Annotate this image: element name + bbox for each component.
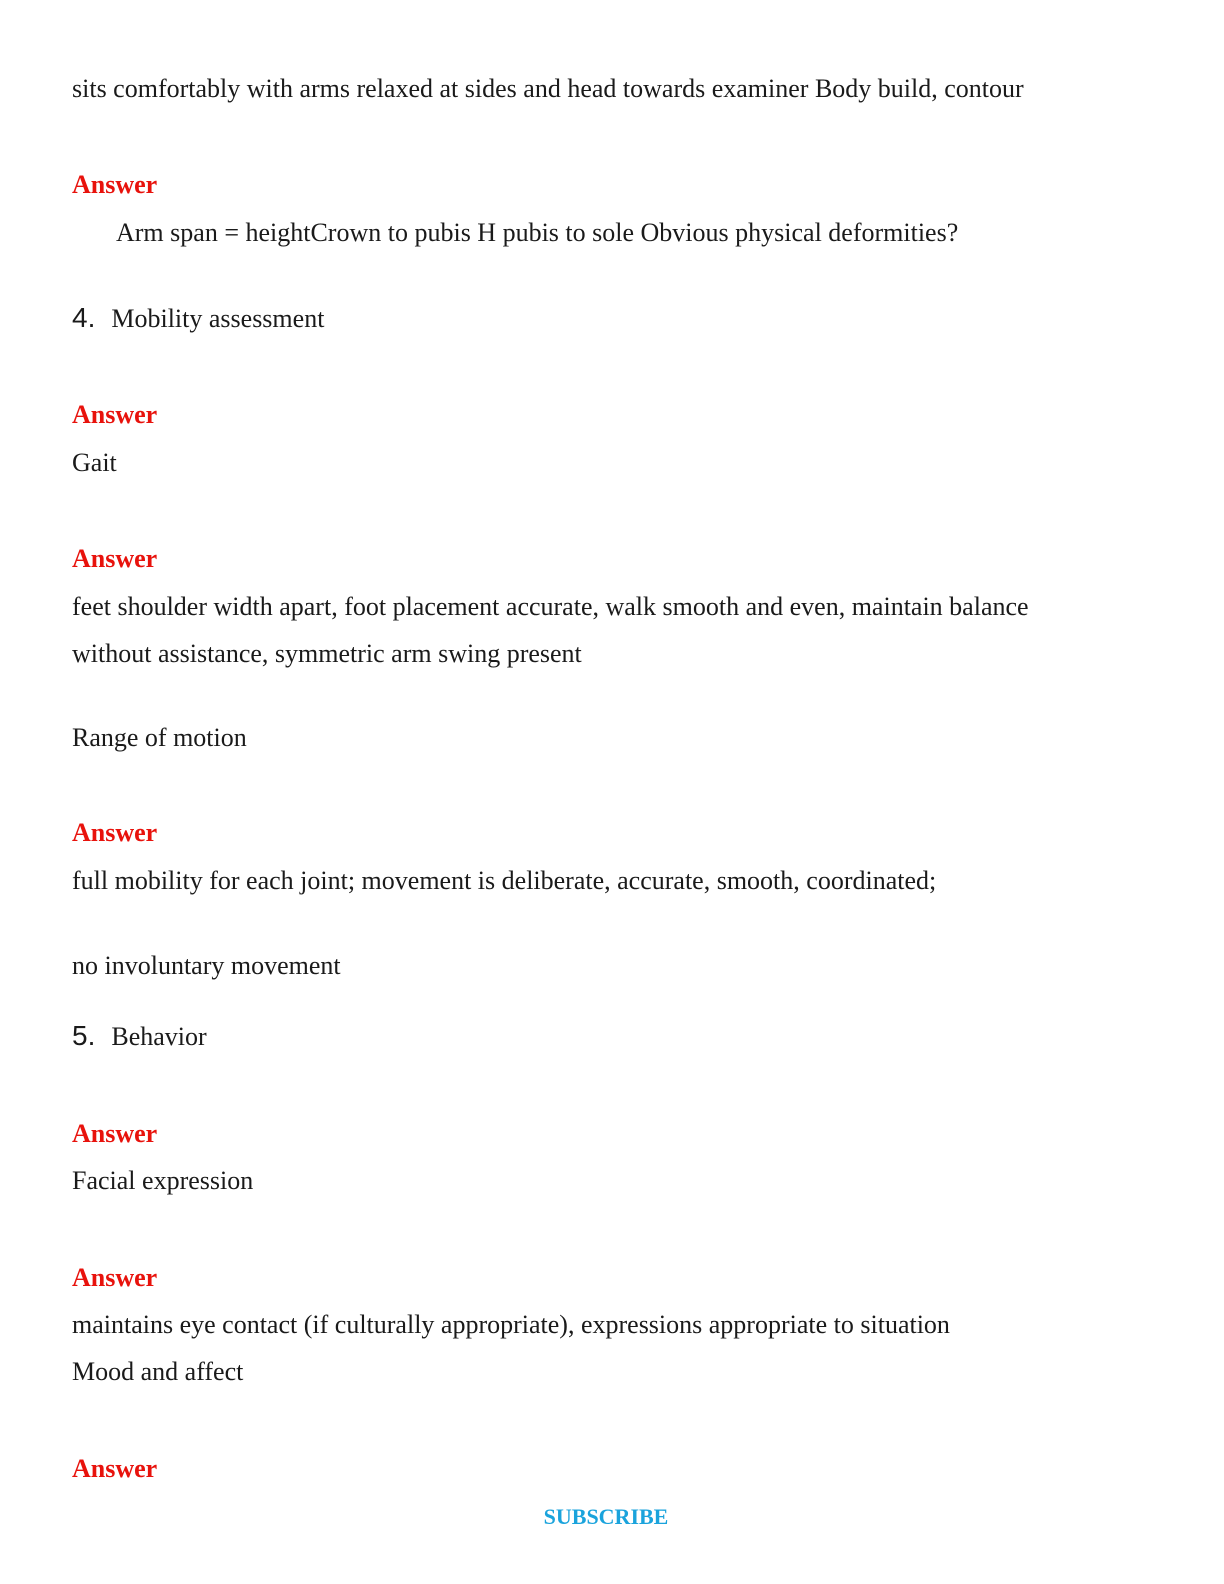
answer-label: Answer [72, 1454, 158, 1483]
text-line-mood-affect: Mood and affect [72, 1357, 244, 1386]
item-mobility-assessment [72, 304, 324, 332]
item-behavior [72, 1022, 207, 1050]
answer-label: Answer [72, 400, 158, 429]
answer-label: Answer [72, 818, 158, 847]
answer-label: Answer [72, 1119, 158, 1148]
text-line-gait-description: feet shoulder width apart, foot placement accurate, walk smooth and even, maintain balance [72, 592, 1029, 621]
answer-label: Answer [72, 544, 158, 573]
text-line-arm-span: Arm span = heightCrown to pubis H pubis to sole Obvious physical deformities? [116, 218, 959, 247]
answer-label: Answer [72, 170, 158, 199]
subscribe-link[interactable]: SUBSCRIBE [543, 1504, 669, 1529]
text-line-range-of-motion: Range of motion [72, 723, 247, 752]
text-line-no-involuntary: no involuntary movement [72, 951, 341, 980]
text-line-facial-expression: Facial expression [72, 1166, 254, 1195]
item-number: 5. [72, 1020, 96, 1051]
text-line-full-mobility: full mobility for each joint; movement is deliberate, accurate, smooth, coordinated; [72, 866, 937, 895]
item-number: 4. [72, 302, 96, 333]
text-line-body-build: sits comfortably with arms relaxed at sides and head towards examiner Body build, contour [72, 74, 1024, 103]
text-line-eye-contact: maintains eye contact (if culturally appropriate), expressions appropriate to situation [72, 1310, 950, 1339]
text-line-gait: Gait [72, 448, 117, 477]
item-label: Behavior [111, 1022, 207, 1051]
text-line-gait-description-cont: without assistance, symmetric arm swing present [72, 639, 582, 668]
item-label: Mobility assessment [111, 304, 325, 333]
answer-label: Answer [72, 1263, 158, 1292]
